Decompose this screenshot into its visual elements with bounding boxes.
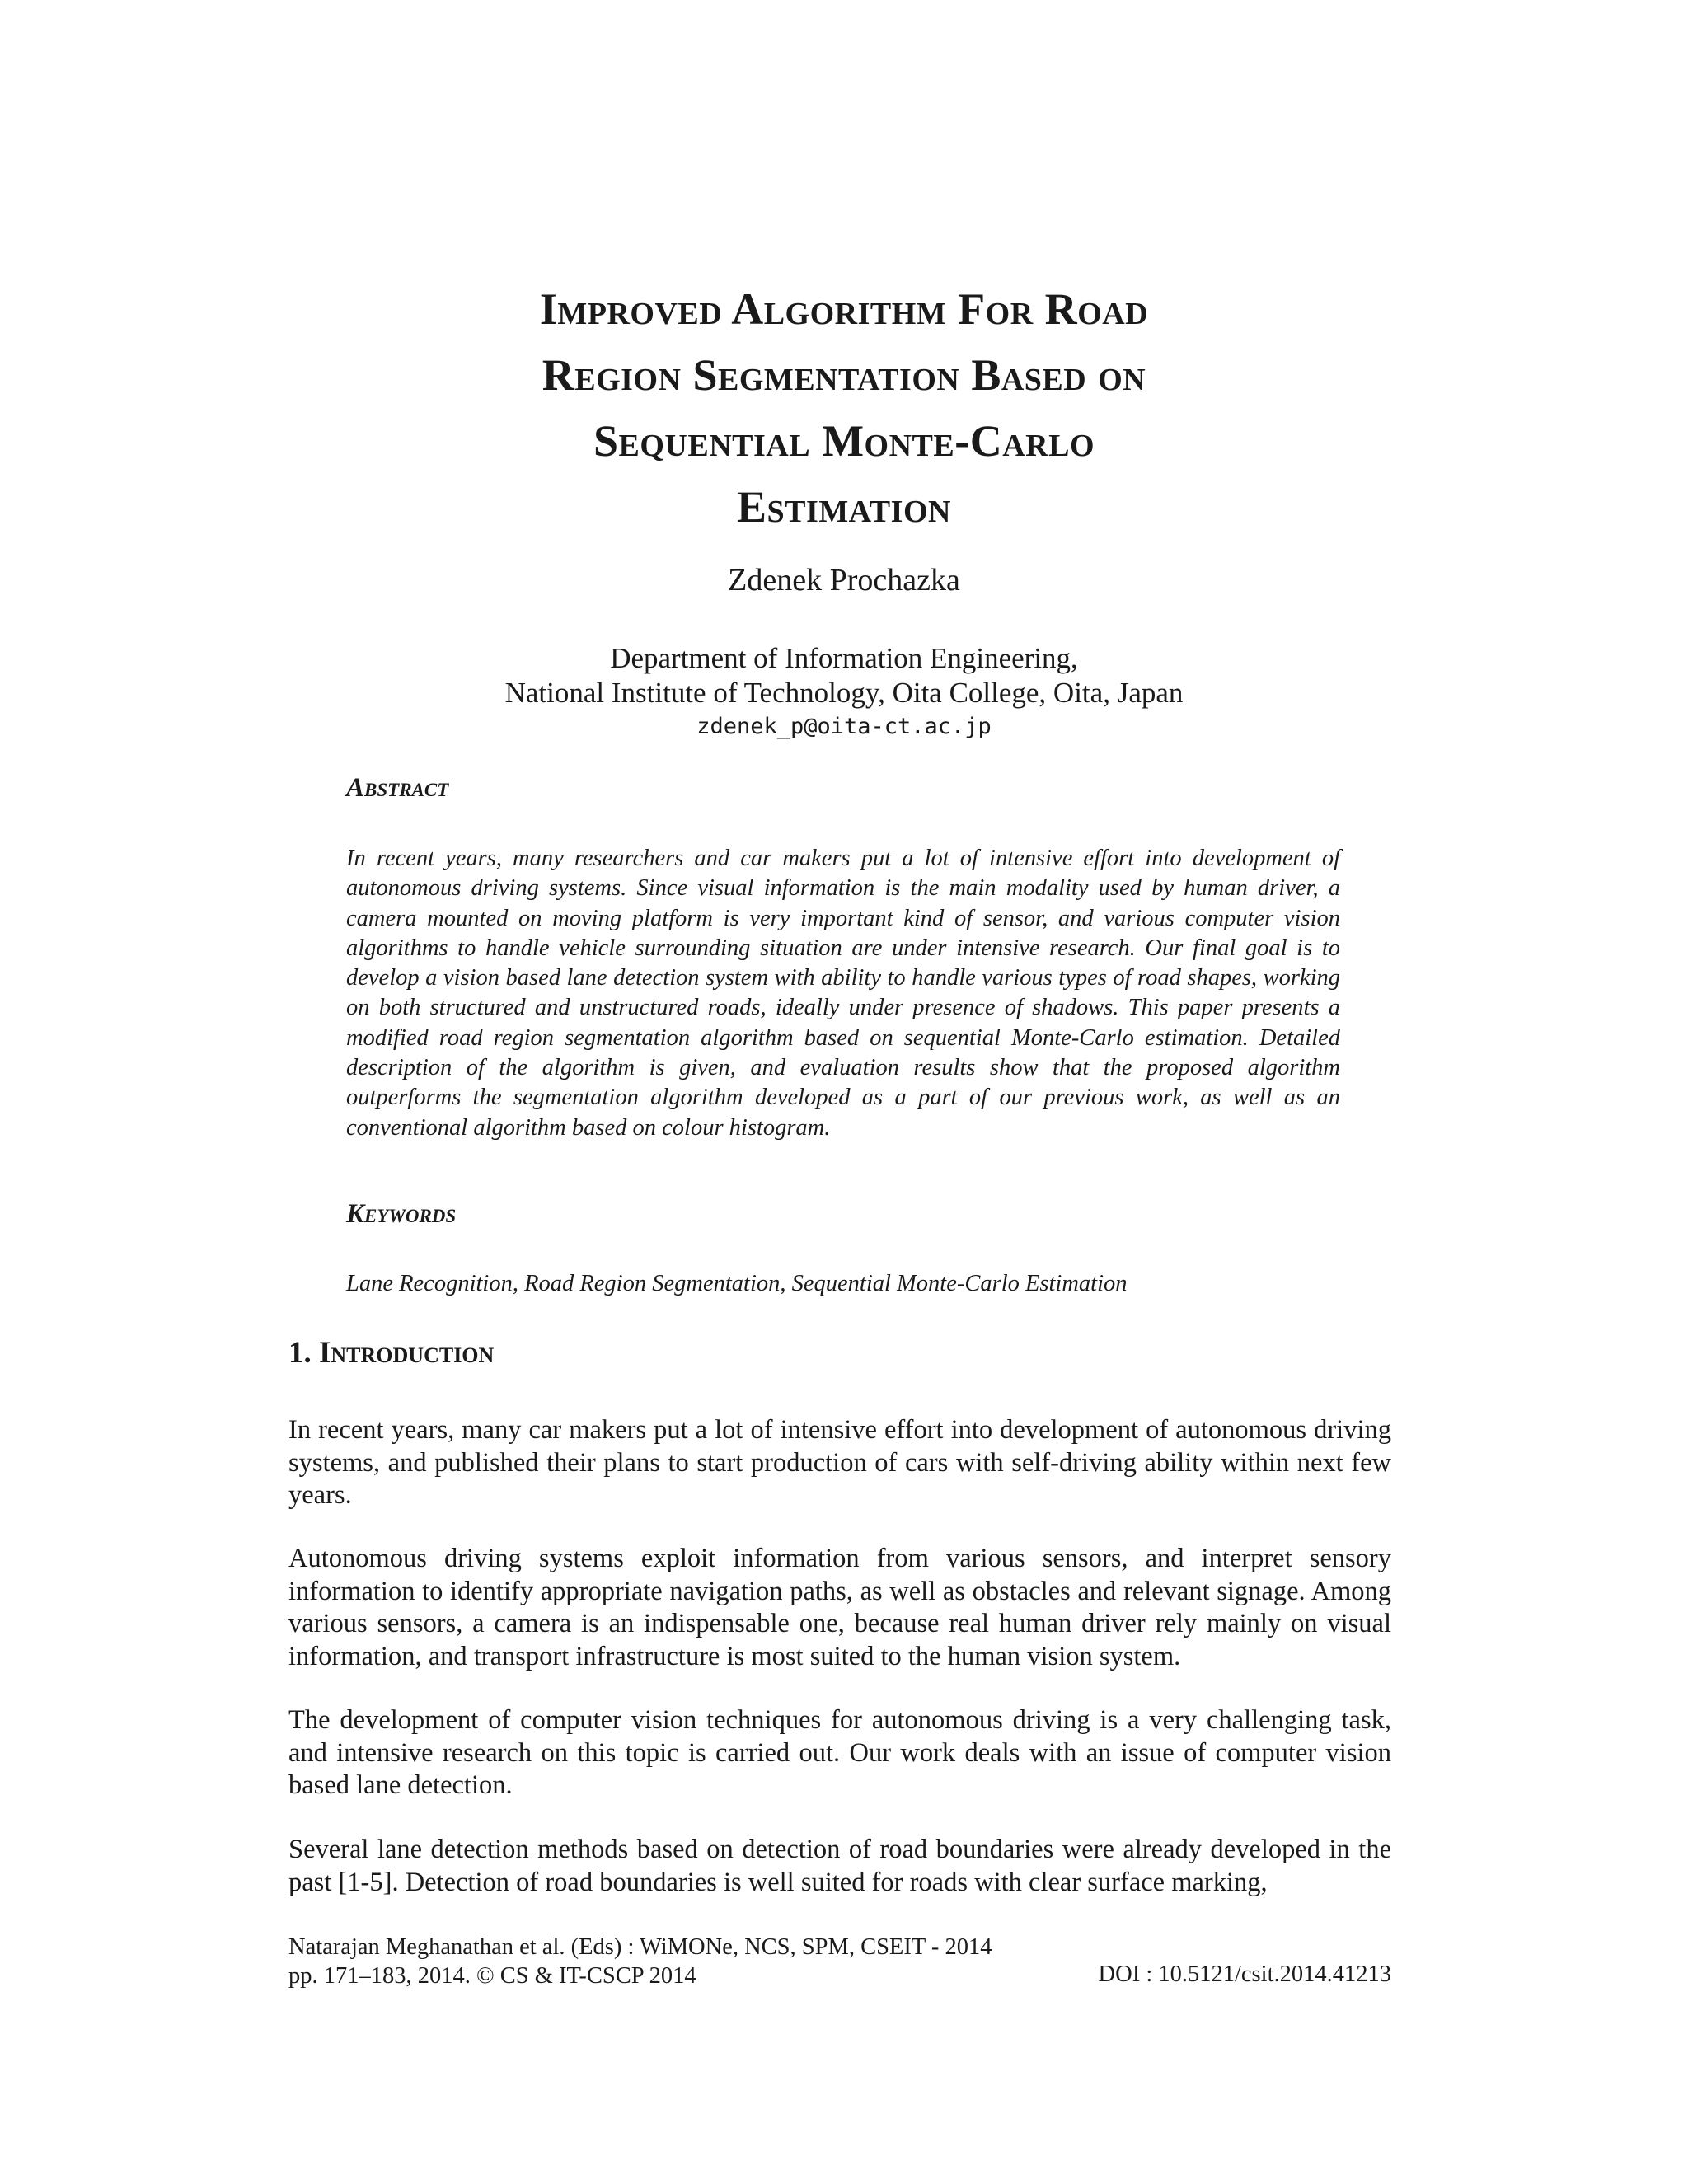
intro-paragraph: In recent years, many car makers put a lot of intensive effort into development of autonomous driving systems, and published their plans to start production of cars with self-driving ability within next few years. [288, 1415, 1391, 1510]
introduction-heading: 1. Introduction [288, 1336, 495, 1370]
paper-title [288, 276, 1400, 540]
footer-pages: pp. 171–183, 2014. © CS & IT-CSCP 2014 [288, 1963, 696, 1989]
footer-citation [288, 1933, 992, 1990]
title-line: Estimation [737, 482, 951, 532]
author-email[interactable]: zdenek_p@oita-ct.ac.jp [696, 714, 992, 739]
affiliation [288, 641, 1400, 710]
abstract-heading: Abstract [346, 773, 449, 803]
footer-editors: Natarajan Meghanathan et al. (Eds) : WiMONe, NCS, SPM, CSEIT - 2014 [288, 1934, 992, 1960]
affiliation-line: Department of Information Engineering, [610, 642, 1078, 674]
title-line: Region Segmentation Based on [542, 350, 1146, 400]
affiliation-line: National Institute of Technology, Oita College, Oita, Japan [504, 677, 1184, 709]
footer-doi[interactable]: DOI : 10.5121/csit.2014.41213 [1098, 1961, 1391, 1987]
author-name: Zdenek Prochazka [728, 563, 960, 598]
keywords-text: Lane Recognition, Road Region Segmentation, Sequential Monte-Carlo Estimation [346, 1271, 1128, 1296]
intro-paragraph: The development of computer vision techniques for autonomous driving is a very challenging task, and intensive research on this topic is carried out. Our work deals with an issue of computer vision based lane detection. [288, 1705, 1391, 1800]
title-line: Improved Algorithm For Road [539, 284, 1149, 334]
abstract-text: In recent years, many researchers and car makers put a lot of intensive effort into development of autonomous driving systems. Since visual information is the main modality used by human driver, a camera mounted on moving platform is very important kind of sensor, and various computer vision algorithms to handle vehicle surrounding situation are under intensive research. Our final goal is to develop a vision based lane detection system with ability to handle various types of road shapes, working on both structured and unstructured roads, ideally under presence of shadows. This paper presents a modified road region segmentation algorithm based on sequential Monte-Carlo estimation. Detailed description of the algorithm is given, and evaluation results show that the proposed algorithm outperforms the segmentation algorithm developed as a part of our previous work, as well as an conventional algorithm based on colour histogram. [346, 846, 1340, 1141]
keywords-heading: Keywords [346, 1199, 457, 1229]
intro-paragraph: Autonomous driving systems exploit information from various sensors, and interpret sensory information to identify appropriate navigation paths, as well as obstacles and relevant signage. Among various sensors, a camera is an indispensable one, because real human driver rely mainly on visual information, and transport infrastructure is most suited to the human vision system. [288, 1544, 1391, 1671]
intro-paragraph: Several lane detection methods based on detection of road boundaries were already developed in the past [1-5]. Detection of road boundaries is well suited for roads with clear surface marking, [288, 1835, 1391, 1897]
title-line: Sequential Monte-Carlo [593, 416, 1095, 466]
